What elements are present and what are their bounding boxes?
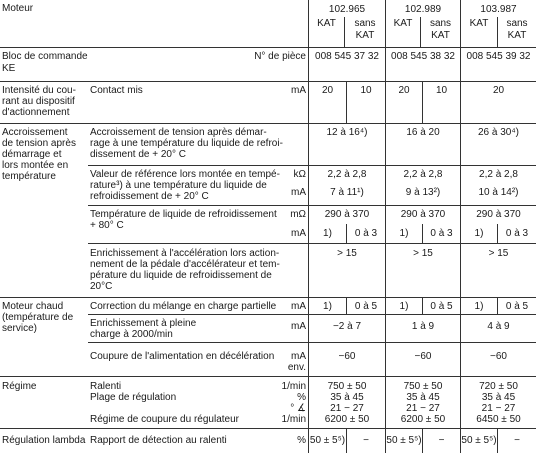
value: −60 [338,351,356,362]
value: 1) [474,228,484,239]
value: 16 à 20 [406,127,440,138]
value: 4 à 9 [487,321,510,332]
engine-code: 102.965 [328,4,366,15]
value: 10 à 14²) [478,187,519,198]
value: 26 à 30⁴) [478,127,519,138]
sans-label: sans [506,18,528,29]
value: 21 − 27 [330,403,364,414]
value: 1) [323,228,332,239]
value: −60 [414,351,432,362]
rule-chaud [0,376,536,377]
rule-chaud-r2 [88,342,536,343]
part-number: 008 545 39 32 [466,51,531,62]
value: > 15 [337,248,357,259]
value: 1) [399,301,409,312]
value: 7 à 11¹) [330,187,364,198]
value: − [438,435,445,446]
unit: mA [291,228,306,239]
value: 290 à 370 [324,209,370,220]
value: 290 à 370 [476,209,521,220]
value: 0 à 5 [354,301,378,312]
row-desc: Coupure de l'alimentation en décélération [90,351,275,362]
unit: mA [291,301,306,312]
value: 20 [492,85,505,96]
kat-label: KAT [355,30,375,41]
rule-header [0,47,536,48]
section-label: lors montée en [2,160,69,171]
unit: kΩ [293,169,306,180]
value: 290 à 370 [400,209,446,220]
section-label: Accroissement [2,127,68,138]
row-desc: rature³) à une température du liquide de [90,180,267,191]
section-label: démarrage et [2,149,62,160]
row-desc: Contact mis [90,85,143,96]
rule-acc-r1 [88,165,536,166]
value: 12 à 16⁴) [326,127,368,138]
unit: env. [287,362,306,373]
row-desc: Régime de coupure du régulateur [90,414,239,425]
row-desc: rage à une température du liquide de refroi- [90,138,283,149]
section-label: service) [2,323,38,334]
unit: % [297,435,306,446]
unit: 1/min [281,381,306,392]
value: 1) [399,228,409,239]
unit: 1/min [281,414,306,425]
kat-label: KAT [393,18,413,29]
unit: ° ∡ [290,403,306,414]
value: − [363,435,369,446]
rule-chaud-r1 [88,314,536,315]
value: 0 à 3 [430,228,453,239]
value: 50 ± 5⁵) [461,435,497,446]
value: 50 ± 5⁵) [309,435,346,446]
value: 21 − 27 [481,403,516,414]
kat-label: KAT [317,18,336,29]
rule-intensite [0,123,536,124]
motor-heading: Moteur [2,3,34,14]
section-label: Régulation lambda [2,435,86,446]
value: 0 à 5 [505,301,529,312]
section-label: rant au dispositif [2,96,75,107]
rule-bloc [0,81,536,82]
value: 1 à 9 [411,321,435,332]
value: 35 à 45 [330,392,364,403]
piece-label: N° de pièce [254,51,306,62]
row-desc: Enrichissement à l'accélération lors action- [90,248,280,259]
row-desc: Correction du mélange en charge partielle [90,301,277,312]
section-label: Moteur chaud [2,301,64,312]
row-desc: Rapport de détection au ralenti [90,435,227,446]
kat-label: KAT [469,18,489,29]
row-desc: Température de liquide de refroidissement [90,209,277,220]
value: − [514,435,520,446]
row-desc: Valeur de référence lors montée en tempé- [90,169,280,180]
value: 720 ± 50 [479,381,518,392]
sans-label: sans [354,18,376,29]
part-number: 008 545 37 32 [315,51,379,62]
value: 2,2 à 2,8 [403,169,443,180]
row-desc: + 80° C [90,220,124,231]
unit: mΩ [290,209,306,220]
sans-label: sans [429,18,452,29]
section-label: de tension après [2,138,76,149]
row-desc: pérature du liquide de refroidissement de [90,270,272,281]
value: 2,2 à 2,8 [479,169,518,180]
value: 750 ± 50 [327,381,367,392]
unit: mA [291,321,306,332]
value: −2 à 7 [332,321,362,332]
kat-label: KAT [431,30,450,41]
value: −60 [490,351,507,362]
unit: mA [291,187,306,198]
value: 2,2 à 2,8 [327,169,367,180]
value: > 15 [488,248,509,259]
value: 20 [321,85,334,96]
row-desc: Ralenti [90,381,122,392]
engine-code: 102.989 [404,4,442,15]
rule-acc-r2 [88,205,536,206]
row-desc: 20°C [90,281,113,292]
value: 21 − 27 [406,403,440,414]
row-desc: Plage de régulation [90,392,177,403]
value: 1) [323,301,332,312]
value: 50 ± 5⁵) [386,435,422,446]
section-label: Intensité du cou- [2,85,76,96]
row-desc: dissement de + 20° C [90,149,186,160]
value: > 15 [413,248,433,259]
value: 6450 ± 50 [476,414,521,425]
section-label: Régime [2,381,37,392]
value: 35 à 45 [406,392,440,403]
value: 750 ± 50 [403,381,443,392]
row-desc: charge à 2000/min [90,329,173,340]
row-desc: nement de la pédale d'accélérateur et tem- [90,259,280,270]
value: 10 [360,85,372,96]
rule-regime [0,428,536,429]
section-label: (température de [2,312,74,323]
section-label: Bloc de commande [2,51,88,62]
value: 0 à 3 [354,228,378,239]
value: 0 à 3 [505,228,529,239]
row-desc: refroidissement de + 20° C [90,191,209,202]
value: 1) [474,301,484,312]
value: 10 [435,85,448,96]
unit: mA [291,85,306,96]
rule-accroissement [0,297,536,298]
value: 0 à 5 [430,301,453,312]
value: 6200 ± 50 [324,414,370,425]
section-label: d'actionnement [2,107,70,118]
value: 6200 ± 50 [400,414,446,425]
unit: % [297,392,306,403]
rule-acc-r3 [88,243,536,244]
kat-label: KAT [507,30,527,41]
row-desc: Enrichissement à pleine [90,318,197,329]
row-desc: Accroissement de tension après démar- [90,127,267,138]
value: 35 à 45 [481,392,516,403]
part-number: 008 545 38 32 [391,51,455,62]
section-label: KE [2,63,16,74]
value: 20 [398,85,410,96]
unit: mA [291,351,306,362]
engine-code: 103.987 [480,4,517,15]
section-label: température [2,171,56,182]
value: 9 à 13²) [405,187,441,198]
